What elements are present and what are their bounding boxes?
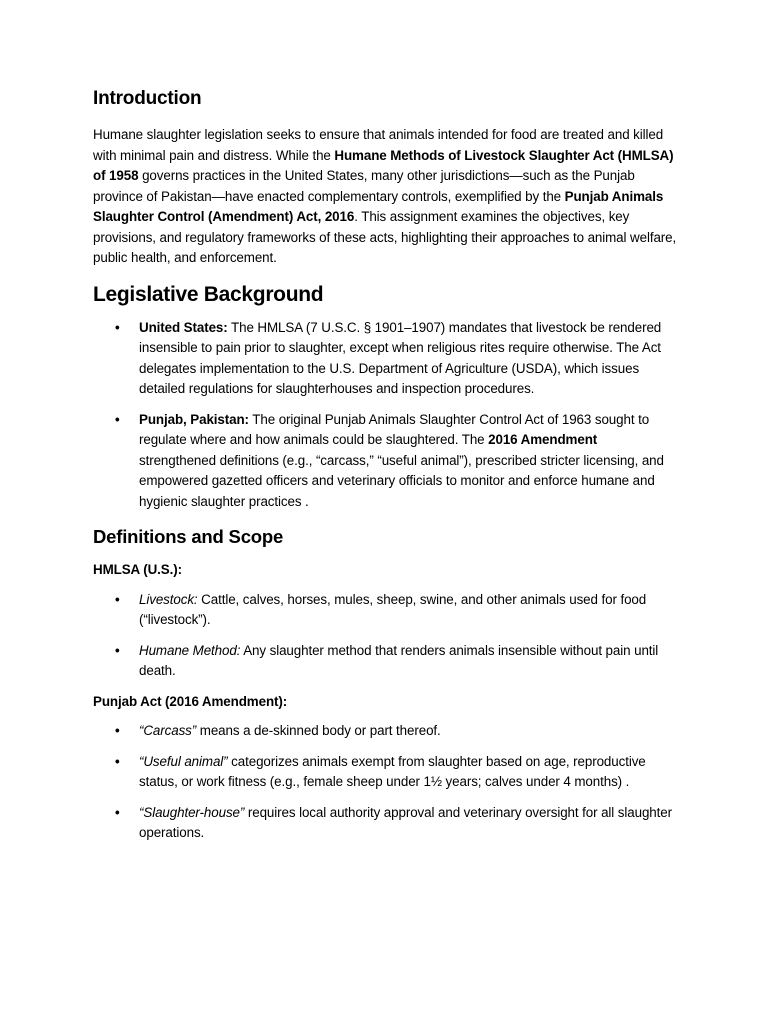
subheading-hmlsa: HMLSA (U.S.):: [93, 562, 182, 577]
definition-livestock: Cattle, calves, horses, mules, sheep, swine, and other animals used for food (“livestock”).: [139, 591, 647, 627]
list-item-punjab: [93, 410, 677, 513]
bullet-icon: •: [115, 753, 120, 769]
intro-paragraph: [93, 125, 677, 269]
definition-slaughter-house: requires local authority approval and veterinary oversight for all slaughter operations.: [139, 804, 672, 840]
bullet-icon: •: [115, 411, 120, 427]
heading-legislative-background: Legislative Background: [93, 282, 324, 306]
bullet-icon: •: [115, 642, 120, 658]
term-slaughter-house: “Slaughter-house”: [139, 804, 245, 820]
definition-carcass: means a de-skinned body or part thereof.: [196, 723, 441, 738]
intro-text-2: governs practices in the United States, many other jurisdictions—such as the Punjab province of Pakistan—have enacted complementary controls, exemplified by the: [93, 168, 635, 204]
legislative-list: [93, 318, 677, 513]
intro-bold-punjab-act: Punjab Animals Slaughter Control (Amendment) Act, 2016: [93, 188, 664, 224]
list-item-carcass: [93, 721, 677, 742]
definition-humane-method: Any slaughter method that renders animals insensible without pain until death.: [139, 642, 659, 678]
term-carcass: “Carcass”: [139, 723, 197, 738]
pk-label: Punjab, Pakistan:: [139, 411, 249, 427]
pk-bold-amendment: 2016 Amendment: [488, 432, 598, 447]
bullet-icon: •: [115, 804, 120, 820]
heading-introduction: Introduction: [93, 88, 202, 109]
bullet-icon: •: [115, 591, 120, 607]
subheading-punjab-act: Punjab Act (2016 Amendment):: [93, 693, 288, 709]
punjab-definitions-list: [93, 721, 677, 844]
hmlsa-definitions-list: [93, 590, 677, 682]
list-item-slaughter-house: [93, 803, 677, 844]
bullet-icon: •: [115, 723, 120, 738]
pk-text-1: The original Punjab Animals Slaughter Control Act of 1963 sought to regulate where and how animals could be slaughtered. The: [139, 411, 650, 447]
heading-definitions-scope: Definitions and Scope: [93, 526, 284, 547]
list-item-useful-animal: [93, 752, 677, 793]
term-useful-animal: “Useful animal”: [139, 753, 228, 769]
definition-useful-animal: categorizes animals exempt from slaughter based on age, reproductive status, or work fitness (e.g., female sheep under 1½ years; calves under 4 months) .: [139, 753, 646, 789]
pk-text-2: strengthened definitions (e.g., “carcass,” “useful animal”), prescribed stricter licensing, and empowered gazetted officers and veterinary officials to monitor and enforce humane and hygienic slaughter practices .: [139, 452, 664, 509]
document-page: [93, 84, 677, 854]
us-text: The HMLSA (7 U.S.C. § 1901–1907) mandates that livestock be rendered insensible to pain prior to slaughter, except when religious rites require otherwise. The Act delegates implementation to the U.S. Department of Agriculture (USDA), which issues detailed regulations for slaughterhouses and inspection procedures.: [139, 319, 662, 396]
list-item-humane-method: [93, 641, 677, 682]
list-item-livestock: [93, 590, 677, 631]
bullet-icon: •: [115, 319, 120, 335]
intro-text-1: Humane slaughter legislation seeks to ensure that animals intended for food are treated and killed with minimal pain and distress. While the: [93, 127, 664, 163]
intro-bold-hmlsa: Humane Methods of Livestock Slaughter Act (HMLSA) of 1958: [93, 147, 674, 183]
term-humane-method: Humane Method:: [139, 642, 241, 658]
intro-text-3: . This assignment examines the objectives, key provisions, and regulatory frameworks of these acts, highlighting their approaches to animal welfare, public health, and enforcement.: [93, 209, 677, 265]
list-item-united-states: [93, 318, 677, 400]
term-livestock: Livestock:: [139, 591, 198, 607]
us-label: United States:: [139, 319, 228, 335]
